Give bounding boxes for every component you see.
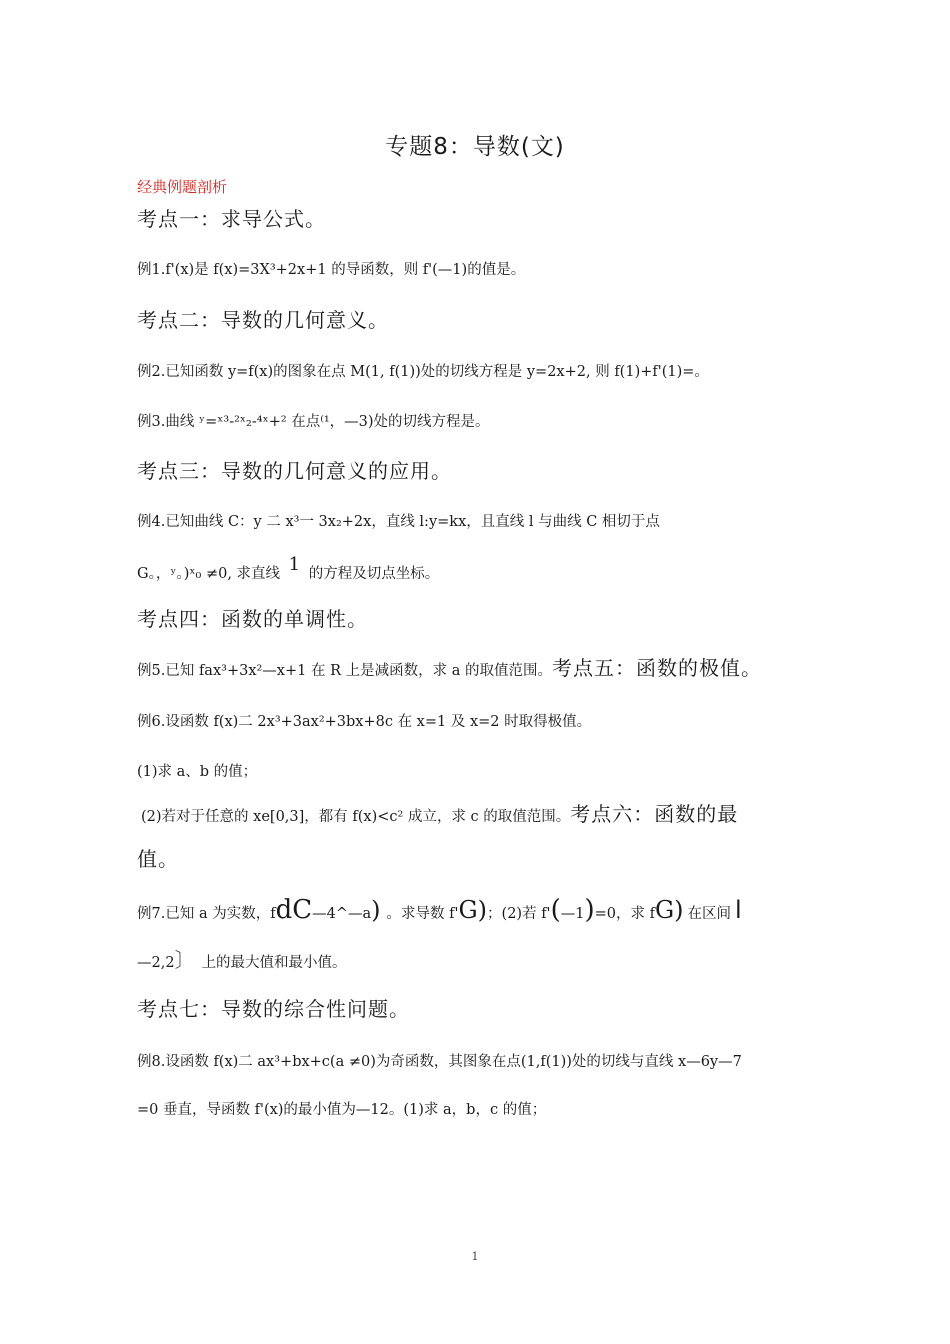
example-7-text-9: —1 bbox=[560, 906, 585, 922]
example-7-text-end: 上的最大值和最小值。 bbox=[201, 955, 347, 971]
topic-heading-6-end: 值。 bbox=[137, 847, 179, 871]
example-6-part-1: (1)求 a、b 的值； bbox=[137, 764, 258, 780]
example-4-line-2 bbox=[137, 554, 440, 583]
topic-heading-2: 考点二：导数的几何意义。 bbox=[137, 308, 389, 332]
example-4-line-symbol: 1 bbox=[288, 554, 301, 575]
example-7-text-2: dC bbox=[275, 895, 313, 925]
example-6-part-2-line bbox=[141, 798, 738, 827]
example-7-text-14: l bbox=[735, 896, 742, 924]
example-7-text-11: =0，求 f bbox=[594, 906, 655, 922]
example-4-text-b: 的方程及切点坐标。 bbox=[308, 566, 440, 582]
example-7-interval: —2,2 bbox=[137, 955, 175, 971]
example-7-line-2 bbox=[137, 944, 347, 973]
topic-heading-6: 考点六：函数的最 bbox=[570, 802, 739, 826]
example-3: 例3.曲线 ʸ=ˣ³-²ˣ₂-⁴ˣ+² 在点⁽¹，—3)处的切线方程是。 bbox=[137, 414, 490, 430]
example-7-text-10: ) bbox=[584, 895, 595, 925]
example-7-text-5: 。求导数 f' bbox=[386, 906, 459, 922]
example-7-line-1 bbox=[137, 895, 742, 925]
example-7-text-1: 例7.已知 a 为实数，f bbox=[137, 906, 276, 922]
example-7-text-12: G) bbox=[654, 896, 684, 924]
document-title: 专题8：导数(文) bbox=[385, 134, 565, 160]
example-8-line-1: 例8.设函数 f(x)二 ax³+bx+c(a ≠0)为奇函数，其图象在点(1,f(1))处的切线与直线 x—6y—7 bbox=[137, 1054, 742, 1070]
example-8-line-2: =0 垂直，导函数 f'(x)的最小值为—12。(1)求 a，b，c 的值； bbox=[137, 1102, 547, 1118]
topic-heading-1: 考点一：求导公式。 bbox=[137, 207, 326, 231]
topic-heading-3: 考点三：导数的几何意义的应用。 bbox=[137, 459, 452, 483]
example-5: 例5.已知 fax³+3x²—x+1 在 R 上是减函数，求 a 的取值范围。 bbox=[137, 663, 552, 679]
example-2: 例2.已知函数 y=f(x)的图象在点 M(1, f(1))处的切线方程是 y=2x+2, 则 f(1)+f'(1)=。 bbox=[137, 364, 709, 380]
example-1: 例1.f'(x)是 f(x)=3X³+2x+1 的导函数，则 f'(—1)的值是。 bbox=[137, 262, 526, 278]
example-7-text-3: —4^—a bbox=[312, 906, 372, 922]
example-6: 例6.设函数 f(x)二 2x³+3ax²+3bx+8c 在 x=1 及 x=2 时取得极值。 bbox=[137, 714, 592, 730]
example-5-line bbox=[137, 652, 762, 681]
example-7-text-8: ( bbox=[550, 895, 561, 925]
example-7-text-13: 在区间 bbox=[687, 906, 732, 922]
topic-heading-7: 考点七：导数的综合性问题。 bbox=[137, 997, 410, 1021]
example-7-bracket: 〕 bbox=[174, 948, 196, 972]
example-7-text-7: ；(2)若 f' bbox=[487, 906, 551, 922]
example-6-part-2: (2)若对于任意的 xe[0,3]，都有 f(x)<c² 成立，求 c 的取值范围。 bbox=[141, 809, 571, 825]
section-label: 经典例题剖析 bbox=[137, 178, 228, 196]
example-4-line-1: 例4.已知曲线 C：y 二 x³一 3x₂+2x，直线 l:y=kx，且直线 l 与曲线 C 相切于点 bbox=[137, 514, 660, 530]
example-7-text-6: G) bbox=[458, 896, 488, 924]
page-number: 1 bbox=[471, 1250, 479, 1263]
topic-heading-4: 考点四：函数的单调性。 bbox=[137, 607, 368, 631]
example-7-text-4: ) bbox=[371, 896, 381, 924]
example-4-text-a: G。，ʸ。)ˣ₀ ≠0, 求直线 bbox=[137, 566, 281, 582]
topic-heading-5: 考点五：函数的极值。 bbox=[551, 656, 762, 680]
